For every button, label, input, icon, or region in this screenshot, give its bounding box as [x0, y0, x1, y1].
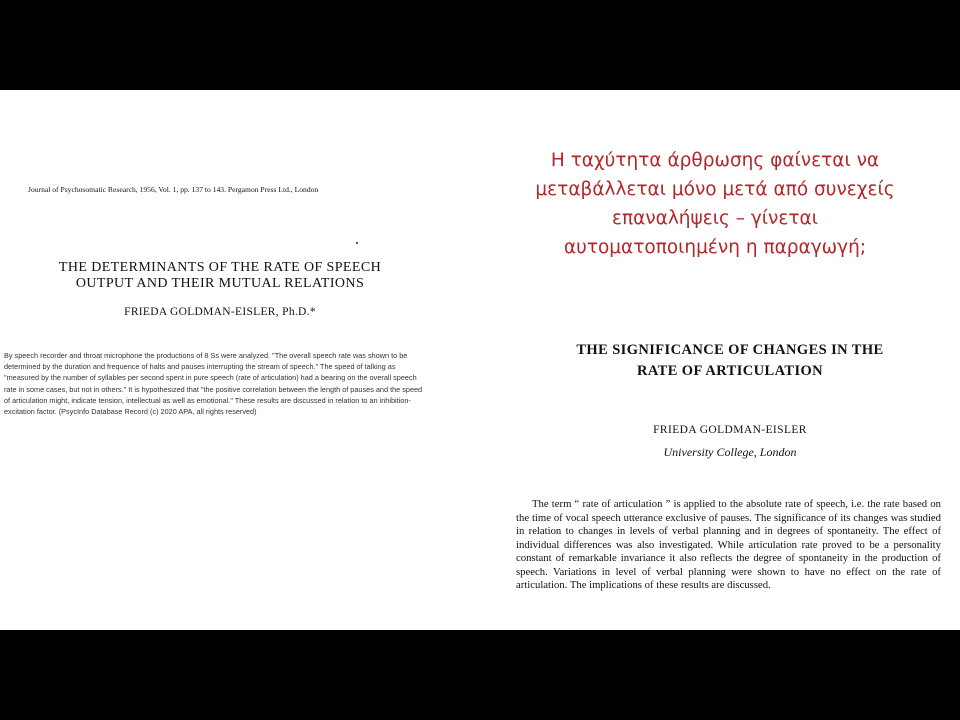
right-paper-affiliation: University College, London	[663, 445, 797, 459]
left-paper-abstract	[4, 350, 492, 417]
right-paper-title	[515, 340, 945, 382]
right-paper-abstract	[516, 498, 941, 593]
slide	[0, 90, 960, 630]
right-paper-author: FRIEDA GOLDMAN-EISLER	[653, 424, 807, 436]
greek-question-heading	[500, 146, 930, 262]
abstract-line: determined by the duration and frequence of halts and pauses interrupting the stream of speech." The speed of talking as	[4, 362, 396, 372]
scan-speck	[356, 242, 358, 244]
left-title-line-2: OUTPUT AND THEIR MUTUAL RELATIONS	[75, 276, 365, 291]
greek-line-2: μεταβάλλεται μόνο μετά από συνεχείς	[535, 179, 895, 200]
left-paper-title	[20, 260, 420, 292]
abstract-line: excitation factor. (PsycInfo Database Record (c) 2020 APA, all rights reserved)	[4, 407, 257, 417]
greek-line-1: Η ταχύτητα άρθρωσης φαίνεται να	[550, 150, 880, 171]
right-title-line-2: RATE OF ARTICULATION	[636, 363, 824, 379]
greek-line-3: επαναλήψεις – γίνεται	[611, 208, 818, 229]
left-paper-author: FRIEDA GOLDMAN-EISLER, Ph.D.*	[124, 306, 316, 318]
left-title-line-1: THE DETERMINANTS OF THE RATE OF SPEECH	[58, 260, 382, 275]
greek-line-4: αυτοματοποιημένη η παραγωγή;	[563, 237, 867, 258]
abstract-line: "measured by the number of syllables per second spent in pure speech (rate of articulation) had a bearing on the overall speech	[4, 373, 417, 383]
right-title-line-1: THE SIGNIFICANCE OF CHANGES IN THE	[576, 342, 884, 358]
right-abstract-text: The term “ rate of articulation ” is applied to the absolute rate of speech, i.e. the rate based on the time of vocal speech utterance exclusive of pauses. The significance of its changes was studied in relation to changes in levels of verbal planning and in degrees of spontaneity. The effect of individual differences was also investigated. While articulation rate proved to be a personality constant of remarkable invariance it also reflects the degree of spontaneity in the production of speech. Variations in level of verbal planning were shown to have no effect on the rate of articulation. The implications of these results are discussed.	[516, 498, 941, 591]
abstract-line: rate in some cases, but not in others." It is hypothesized that "the positive correlation between the length of pauses and the speed	[4, 384, 423, 394]
abstract-line: of articulation might, indicate tension, intellectual as well as emotional." These results are discussed in relation to an inhibition-	[4, 395, 411, 405]
abstract-line: By speech recorder and throat microphone the productions of 8 Ss were analyzed. "The overall speech rate was shown to be	[4, 351, 408, 360]
left-journal-citation: Journal of Psychosomatic Research, 1956, Vol. 1, pp. 137 to 143. Pergamon Press Ltd., London	[28, 185, 319, 194]
